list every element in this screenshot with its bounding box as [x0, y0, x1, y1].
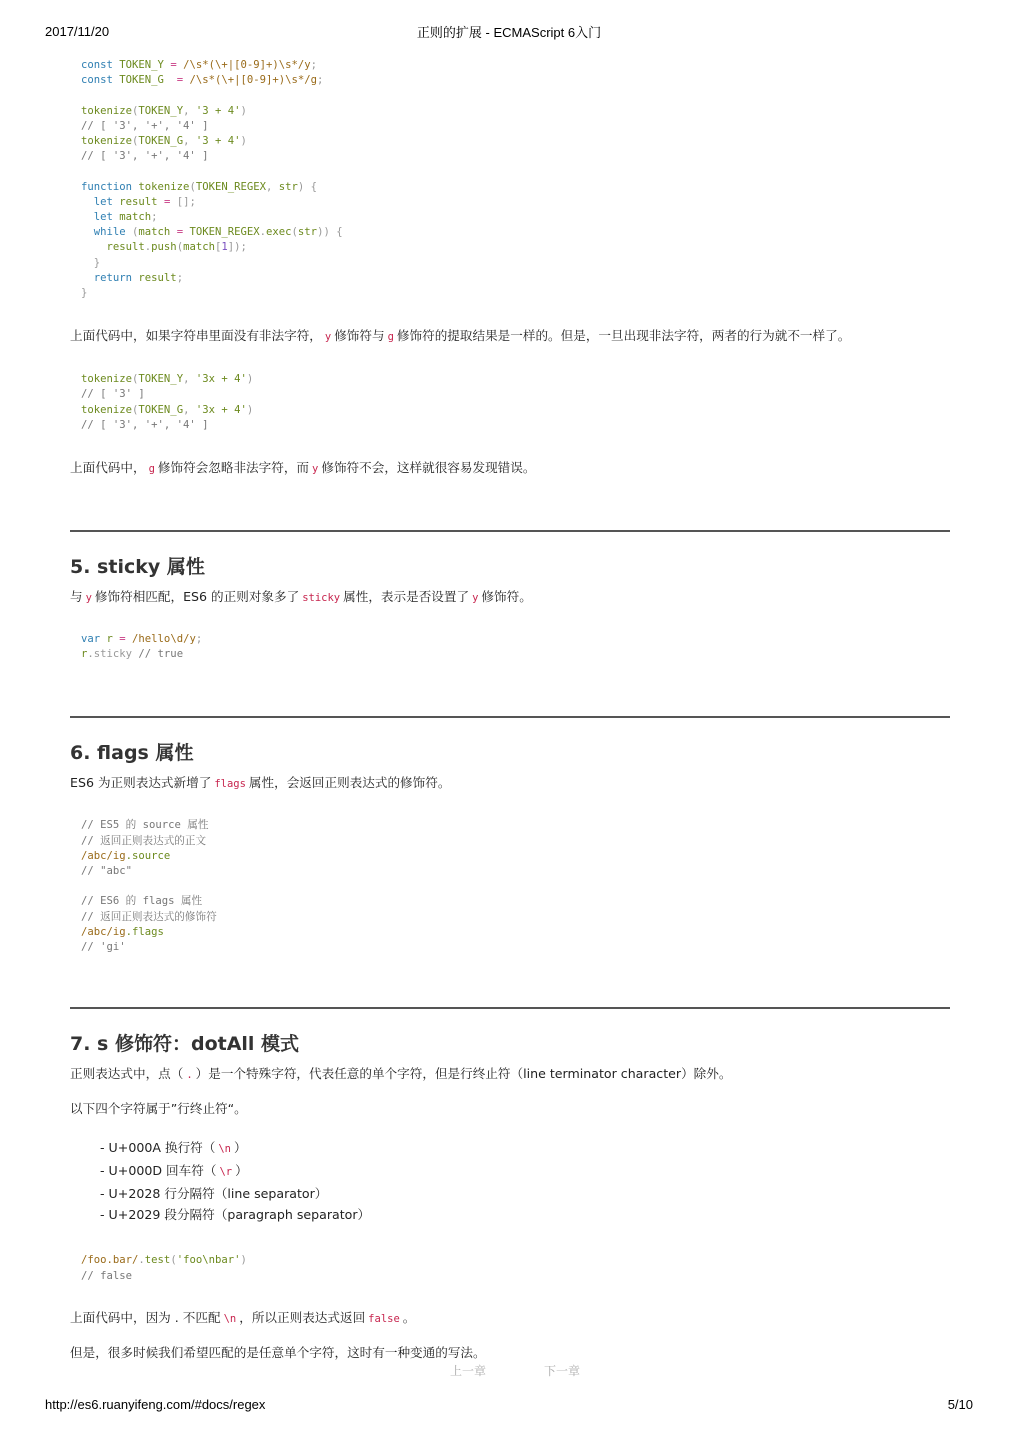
paragraph: 上面代码中，因为 . 不匹配 \n ，所以正则表达式返回 false 。	[70, 1309, 416, 1325]
paragraph: 但是，很多时候我们希望匹配的是任意单个字符，这时有一种变通的写法。	[70, 1344, 486, 1360]
paragraph: 以下四个字符属于”行终止符“。	[70, 1101, 247, 1117]
section-heading-dotall: 7. s 修饰符：dotAll 模式	[70, 1033, 300, 1056]
print-header	[45, 24, 973, 39]
print-footer	[45, 1397, 973, 1412]
list-item: - U+000A 换行符（ \n ）	[100, 1140, 247, 1156]
prev-chapter-link[interactable]: 上一章	[450, 1364, 487, 1378]
code-block-1: const TOKEN_Y = /\s*(\+|[0-9]+)\s*/y; const TOKEN_G = /\s*(\+|[0-9]+)\s*/g; tokenize(TOKEN_Y, '3 + 4') // [ '3', '+', '4' ] tokenize(TOKEN_G, '3 + 4') // [ '3', '+', '4' ] function tokenize(TOKEN_REGEX, str) { let result = []; let match; while (match = TOKEN_REGEX.exec(str)) { result.push(match[1]); } return result; }	[81, 59, 343, 300]
paragraph: ES6 为正则表达式新增了 flags 属性，会返回正则表达式的修饰符。	[70, 775, 451, 791]
section-heading-sticky: 5. sticky 属性	[70, 556, 205, 579]
line-terminator-list	[70, 1137, 950, 1225]
print-date: 2017/11/20	[45, 24, 110, 39]
code-block-5: /foo.bar/.test('foo\nbar') // false	[81, 1254, 247, 1282]
section-heading-flags: 6. flags 属性	[70, 742, 194, 765]
chapter-pager	[450, 1362, 580, 1379]
print-page-number: 5/10	[947, 1397, 973, 1412]
article-content	[70, 58, 950, 1363]
print-title: 正则的扩展 - ECMAScript 6入门	[416, 25, 602, 40]
list-item: - U+2029 段分隔符（paragraph separator）	[100, 1207, 371, 1223]
paragraph: 正则表达式中，点（ . ）是一个特殊字符，代表任意的单个字符，但是行终止符（line terminator character）除外。	[70, 1066, 732, 1082]
paragraph: 与 y 修饰符相匹配，ES6 的正则对象多了 sticky 属性，表示是否设置了 y 修饰符。	[70, 589, 532, 605]
code-block-2: tokenize(TOKEN_Y, '3x + 4') // [ '3' ] tokenize(TOKEN_G, '3x + 4') // [ '3', '+', '4' ]	[81, 373, 254, 431]
list-item: - U+2028 行分隔符（line separator）	[100, 1186, 328, 1202]
list-item: - U+000D 回车符（ \r ）	[100, 1163, 248, 1179]
paragraph: 上面代码中，如果字符串里面没有非法字符， y 修饰符与 g 修饰符的提取结果是一样的。但是，一旦出现非法字符，两者的行为就不一样了。	[70, 328, 851, 344]
paragraph: 上面代码中， g 修饰符会忽略非法字符，而 y 修饰符不会，这样就很容易发现错误。	[70, 460, 536, 476]
next-chapter-link[interactable]: 下一章	[543, 1364, 580, 1378]
code-block-4: // ES5 的 source 属性 // 返回正则表达式的正文 /abc/ig.source // "abc" // ES6 的 flags 属性 // 返回正则表达式的修饰符 /abc/ig.flags // 'gi'	[81, 819, 217, 954]
code-block-3: var r = /hello\d/y; r.sticky // true	[81, 633, 203, 661]
print-url: http://es6.ruanyifeng.com/#docs/regex	[45, 1397, 266, 1412]
